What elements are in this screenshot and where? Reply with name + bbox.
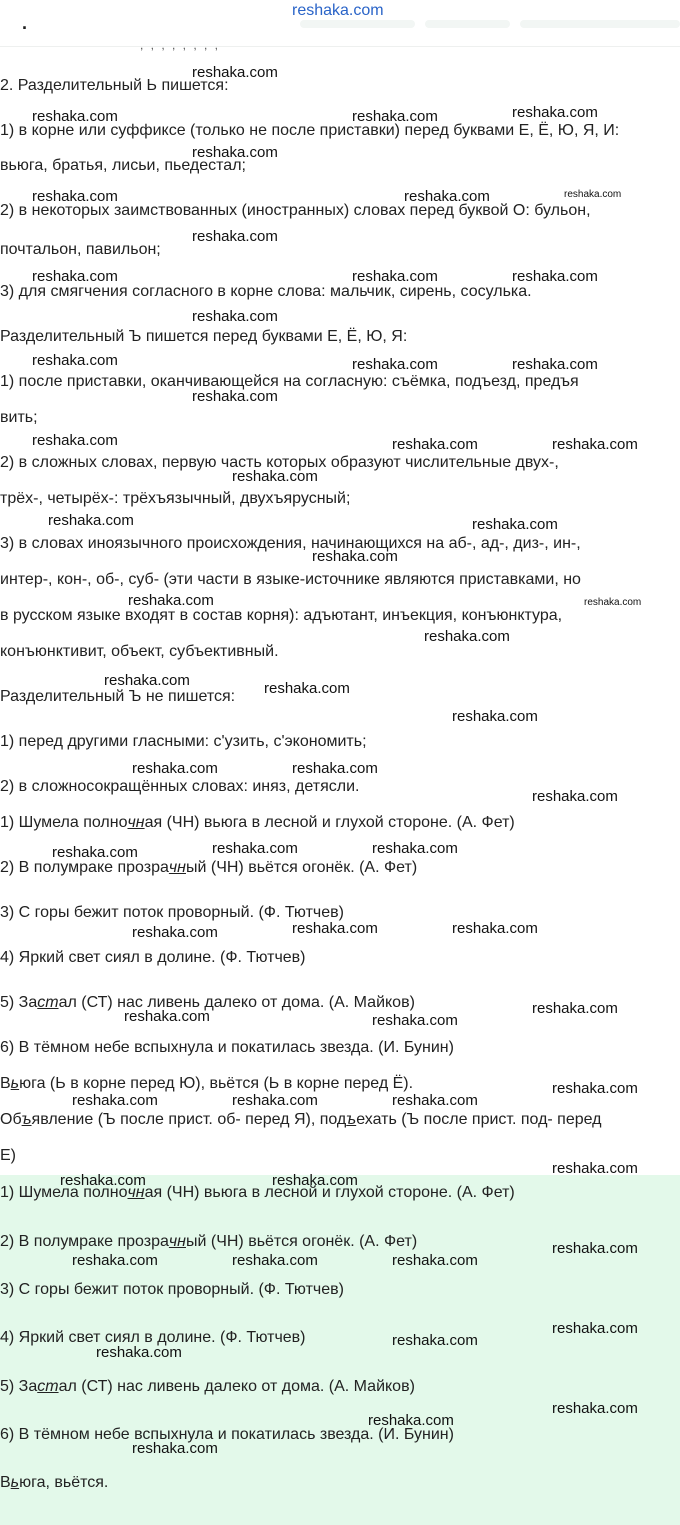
underlined-letters: ъ — [21, 1111, 32, 1128]
watermark: reshaka.com — [372, 1012, 458, 1029]
watermark: reshaka.com — [392, 1252, 478, 1269]
nav-chip[interactable] — [520, 20, 680, 28]
watermark: reshaka.com — [292, 760, 378, 777]
watermark: reshaka.com — [452, 920, 538, 937]
rule-line: почтальон, павильон; — [0, 241, 161, 258]
watermark: reshaka.com — [532, 788, 618, 805]
sentence-2: 2) В полумраке прозрачный (ЧН) вьётся огонёк. (А. Фет) — [0, 859, 418, 876]
underlined-letters: ст — [37, 994, 59, 1011]
rule-heading: Разделительный Ъ пишется перед буквами Е, Ё, Ю, Я: — [0, 328, 408, 345]
watermark: reshaka.com — [192, 308, 278, 325]
sentence-1: 1) Шумела полночная (ЧН) вьюга в лесной и глухой стороне. (А. Фет) — [0, 814, 515, 831]
watermark: reshaka.com — [104, 672, 190, 689]
watermark: reshaka.com — [32, 188, 118, 205]
watermark: reshaka.com — [532, 1000, 618, 1017]
watermark: reshaka.com — [192, 144, 278, 161]
watermark: reshaka.com — [128, 592, 214, 609]
watermark: reshaka.com — [392, 436, 478, 453]
watermark: reshaka.com — [512, 104, 598, 121]
watermark: reshaka.com — [232, 1092, 318, 1109]
watermark: reshaka.com — [404, 188, 490, 205]
watermark: reshaka.com — [552, 1080, 638, 1097]
watermark: reshaka.com — [392, 1332, 478, 1349]
analysis-line: Вьюга (Ь в корне перед Ю), вьётся (Ь в корне перед Ё). — [0, 1075, 414, 1092]
nav-chip[interactable] — [300, 20, 415, 28]
rule-line: 2) в некоторых заимствованных (иностранных) словах перед буквой О: бульон, — [0, 202, 591, 219]
watermark: reshaka.com — [564, 189, 622, 200]
rule-line: 1) после приставки, оканчивающейся на согласную: съёмка, подъезд, предъя — [0, 373, 579, 390]
watermark: reshaka.com — [472, 516, 558, 533]
underlined-letters: ь — [10, 1474, 20, 1491]
underlined-letters: ь — [10, 1075, 20, 1092]
watermark: reshaka.com — [132, 760, 218, 777]
watermark: reshaka.com — [352, 108, 438, 125]
watermark: reshaka.com — [372, 840, 458, 857]
underlined-letters: чн — [127, 1184, 145, 1201]
clipped-text-line: , , , , , , , , — [140, 38, 221, 52]
answer-sentence-6: 6) В тёмном небе вспыхнула и покатилась звезда. (И. Бунин) — [0, 1426, 454, 1443]
watermark: reshaka.com — [192, 388, 278, 405]
watermark: reshaka.com — [60, 1172, 146, 1189]
sentence-5: 5) Застал (СТ) нас ливень далеко от дома. (А. Майков) — [0, 994, 415, 1011]
watermark: reshaka.com — [32, 108, 118, 125]
rule-line: 1) в корне или суффиксе (только не после приставки) перед буквами Е, Ё, Ю, Я, И: — [0, 122, 620, 139]
watermark: reshaka.com — [312, 548, 398, 565]
watermark: reshaka.com — [72, 1092, 158, 1109]
rule-line: вьюга, братья, лисьи, пьедестал; — [0, 157, 246, 174]
watermark: reshaka.com — [584, 597, 642, 608]
watermark: reshaka.com — [132, 1440, 218, 1457]
rule-line: трёх-, четырёх-: трёхъязычный, двухъярусный; — [0, 490, 351, 507]
rule-heading: 2. Разделительный Ь пишется: — [0, 77, 229, 94]
watermark: reshaka.com — [48, 512, 134, 529]
answer-sentence-5: 5) Застал (СТ) нас ливень далеко от дома. (А. Майков) — [0, 1378, 415, 1395]
watermark: reshaka.com — [552, 1240, 638, 1257]
underlined-letters: чн — [168, 1233, 186, 1250]
watermark: reshaka.com — [132, 924, 218, 941]
watermark: reshaka.com — [232, 1252, 318, 1269]
sentence-3: 3) С горы бежит поток проворный. (Ф. Тютчев) — [0, 904, 344, 921]
underlined-letters: ъ — [346, 1111, 357, 1128]
watermark: reshaka.com — [512, 268, 598, 285]
analysis-line: Объявление (Ъ после прист. об- перед Я), подъехать (Ъ после прист. под- перед — [0, 1111, 602, 1128]
site-logo[interactable]: reshaka.com — [292, 2, 384, 19]
rule-line: 2) в сложных словах, первую часть которых образуют числительные двух-, — [0, 454, 559, 471]
watermark: reshaka.com — [32, 268, 118, 285]
underlined-letters: чн — [168, 859, 186, 876]
watermark: reshaka.com — [392, 1092, 478, 1109]
analysis-line: Е) — [0, 1147, 16, 1164]
watermark: reshaka.com — [52, 844, 138, 861]
rule-line: 3) для смягчения согласного в корне слова: мальчик, сирень, сосулька. — [0, 283, 532, 300]
sentence-4: 4) Яркий свет сиял в долине. (Ф. Тютчев) — [0, 949, 306, 966]
watermark: reshaka.com — [352, 356, 438, 373]
watermark: reshaka.com — [32, 352, 118, 369]
rule-line: интер-, кон-, об-, суб- (эти части в языке-источнике являются приставками, но — [0, 571, 581, 588]
watermark: reshaka.com — [512, 356, 598, 373]
underlined-letters: чн — [127, 814, 145, 831]
watermark: reshaka.com — [352, 268, 438, 285]
watermark: reshaka.com — [32, 432, 118, 449]
top-bar — [0, 0, 680, 47]
rule-line: вить; — [0, 409, 38, 426]
watermark: reshaka.com — [72, 1252, 158, 1269]
answer-sentence-1: 1) Шумела полночная (ЧН) вьюга в лесной и глухой стороне. (А. Фет) — [0, 1184, 515, 1201]
watermark: reshaka.com — [424, 628, 510, 645]
nav-chip[interactable] — [425, 20, 510, 28]
underlined-letters: ст — [37, 1378, 59, 1395]
watermark: reshaka.com — [232, 468, 318, 485]
watermark: reshaka.com — [124, 1008, 210, 1025]
menu-dot[interactable]: . — [22, 13, 28, 33]
rule-line: 2) в сложносокращённых словах: иняз, детясли. — [0, 778, 360, 795]
answer-final: Вьюга, вьётся. — [0, 1474, 109, 1491]
rule-line: 1) перед другими гласными: с'узить, с'экономить; — [0, 733, 367, 750]
sentence-6: 6) В тёмном небе вспыхнула и покатилась звезда. (И. Бунин) — [0, 1039, 454, 1056]
rule-line: 3) в словах иноязычного происхождения, начинающихся на аб-, ад-, диз-, ин-, — [0, 535, 581, 552]
watermark: reshaka.com — [192, 228, 278, 245]
answer-sentence-3: 3) С горы бежит поток проворный. (Ф. Тютчев) — [0, 1281, 344, 1298]
watermark: reshaka.com — [272, 1172, 358, 1189]
rule-line: конъюнктивит, объект, субъективный. — [0, 643, 279, 660]
rule-heading: Разделительный Ъ не пишется: — [0, 688, 236, 705]
watermark: reshaka.com — [292, 920, 378, 937]
watermark: reshaka.com — [368, 1412, 454, 1429]
answer-sentence-2: 2) В полумраке прозрачный (ЧН) вьётся огонёк. (А. Фет) — [0, 1233, 418, 1250]
answer-sentence-4: 4) Яркий свет сиял в долине. (Ф. Тютчев) — [0, 1329, 306, 1346]
watermark: reshaka.com — [552, 1160, 638, 1177]
watermark: reshaka.com — [552, 1320, 638, 1337]
rule-line: в русском языке входят в состав корня): адъютант, инъекция, конъюнктура, — [0, 607, 563, 624]
watermark: reshaka.com — [452, 708, 538, 725]
watermark: reshaka.com — [264, 680, 350, 697]
watermark: reshaka.com — [212, 840, 298, 857]
watermark: reshaka.com — [552, 436, 638, 453]
watermark: reshaka.com — [552, 1400, 638, 1417]
watermark: reshaka.com — [192, 64, 278, 81]
watermark: reshaka.com — [96, 1344, 182, 1361]
